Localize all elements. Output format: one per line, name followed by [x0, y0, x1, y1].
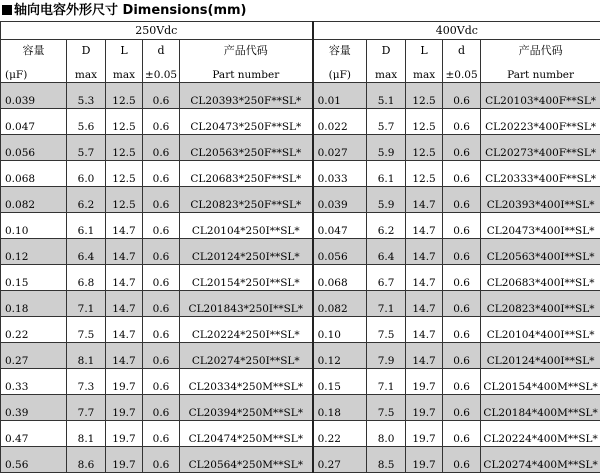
- unit-header-capacity: (μF): [1, 60, 67, 83]
- capacity-cell: 0.082: [313, 291, 367, 317]
- diameter-cell: 7.1: [367, 291, 406, 317]
- table-row: [1, 421, 600, 447]
- column-header-row: [1, 40, 600, 61]
- col-header-l: L: [406, 40, 443, 61]
- unit-header-lead-d: ±0.05: [143, 60, 180, 83]
- length-cell: 14.7: [406, 213, 443, 239]
- length-cell: 19.7: [406, 395, 443, 421]
- table-row: [1, 343, 600, 369]
- diameter-cell: 6.4: [367, 239, 406, 265]
- length-cell: 12.5: [106, 83, 143, 109]
- capacity-cell: 0.10: [1, 213, 67, 239]
- unit-header-d: max: [367, 60, 406, 83]
- diameter-cell: 5.6: [67, 109, 106, 135]
- table-row: [1, 395, 600, 421]
- capacity-cell: 0.047: [1, 109, 67, 135]
- length-cell: 12.5: [106, 187, 143, 213]
- diameter-cell: 5.9: [367, 187, 406, 213]
- length-cell: 14.7: [106, 213, 143, 239]
- diameter-cell: 5.7: [67, 135, 106, 161]
- lead-diameter-cell: 0.6: [143, 343, 180, 369]
- length-cell: 12.5: [106, 161, 143, 187]
- capacity-cell: 0.56: [1, 447, 67, 473]
- diameter-cell: 8.6: [67, 447, 106, 473]
- length-cell: 12.5: [406, 83, 443, 109]
- table-row: [1, 447, 600, 473]
- part-number-cell: CL20823*400I**SL*: [481, 291, 600, 317]
- part-number-cell: CL20474*250M**SL*: [180, 421, 313, 447]
- diameter-cell: 5.9: [367, 135, 406, 161]
- lead-diameter-cell: 0.6: [443, 447, 481, 473]
- part-number-cell: CL20393*250F**SL*: [180, 83, 313, 109]
- diameter-cell: 6.1: [367, 161, 406, 187]
- diameter-cell: 7.7: [67, 395, 106, 421]
- table-row: [1, 213, 600, 239]
- col-header-d: D: [367, 40, 406, 61]
- capacity-cell: 0.039: [313, 187, 367, 213]
- lead-diameter-cell: 0.6: [443, 161, 481, 187]
- part-number-cell: CL20563*250F**SL*: [180, 135, 313, 161]
- part-number-cell: CL20274*250I**SL*: [180, 343, 313, 369]
- capacity-cell: 0.18: [1, 291, 67, 317]
- col-header-product-code: 产品代码: [481, 40, 600, 61]
- capacity-cell: 0.056: [1, 135, 67, 161]
- part-number-cell: CL20683*250F**SL*: [180, 161, 313, 187]
- capacity-cell: 0.33: [1, 369, 67, 395]
- diameter-cell: 7.9: [367, 343, 406, 369]
- document-title: [2, 2, 246, 20]
- diameter-cell: 8.1: [67, 421, 106, 447]
- lead-diameter-cell: 0.6: [143, 265, 180, 291]
- part-number-cell: CL20124*250I**SL*: [180, 239, 313, 265]
- length-cell: 12.5: [406, 135, 443, 161]
- lead-diameter-cell: 0.6: [143, 369, 180, 395]
- lead-diameter-cell: 0.6: [143, 447, 180, 473]
- unit-header-capacity: (μF): [313, 60, 367, 83]
- lead-diameter-cell: 0.6: [443, 343, 481, 369]
- diameter-cell: 7.5: [367, 395, 406, 421]
- diameter-cell: 7.1: [367, 369, 406, 395]
- table-row: [1, 135, 600, 161]
- diameter-cell: 8.0: [367, 421, 406, 447]
- lead-diameter-cell: 0.6: [143, 161, 180, 187]
- unit-header-part-number: Part number: [481, 60, 600, 83]
- part-number-cell: CL20823*250F**SL*: [180, 187, 313, 213]
- table-row: [1, 239, 600, 265]
- col-header-lead-d: d: [143, 40, 180, 61]
- part-number-cell: CL20104*250I**SL*: [180, 213, 313, 239]
- lead-diameter-cell: 0.6: [143, 239, 180, 265]
- unit-header-l: max: [106, 60, 143, 83]
- diameter-cell: 6.8: [67, 265, 106, 291]
- capacity-cell: 0.39: [1, 395, 67, 421]
- part-number-cell: CL20154*250I**SL*: [180, 265, 313, 291]
- capacity-cell: 0.10: [313, 317, 367, 343]
- capacity-cell: 0.22: [1, 317, 67, 343]
- length-cell: 12.5: [106, 135, 143, 161]
- table-row: [1, 317, 600, 343]
- length-cell: 19.7: [106, 421, 143, 447]
- diameter-cell: 5.3: [67, 83, 106, 109]
- part-number-cell: CL20154*400M**SL*: [481, 369, 600, 395]
- part-number-cell: CL20104*400I**SL*: [481, 317, 600, 343]
- lead-diameter-cell: 0.6: [143, 83, 180, 109]
- capacity-cell: 0.27: [313, 447, 367, 473]
- diameter-cell: 7.5: [67, 317, 106, 343]
- capacity-cell: 0.15: [313, 369, 367, 395]
- part-number-cell: CL20394*250M**SL*: [180, 395, 313, 421]
- length-cell: 14.7: [106, 317, 143, 343]
- diameter-cell: 6.1: [67, 213, 106, 239]
- unit-header-l: max: [406, 60, 443, 83]
- part-number-cell: CL20103*400F**SL*: [481, 83, 600, 109]
- diameter-cell: 5.7: [367, 109, 406, 135]
- lead-diameter-cell: 0.6: [443, 317, 481, 343]
- voltage-header-row: [1, 22, 600, 40]
- length-cell: 14.7: [106, 265, 143, 291]
- col-header-capacity: 容量: [313, 40, 367, 61]
- diameter-cell: 8.1: [67, 343, 106, 369]
- lead-diameter-cell: 0.6: [443, 109, 481, 135]
- group-header-250: 250Vdc: [1, 22, 313, 40]
- capacity-cell: 0.022: [313, 109, 367, 135]
- capacity-cell: 0.056: [313, 239, 367, 265]
- length-cell: 14.7: [406, 187, 443, 213]
- part-number-cell: CL201843*250I**SL*: [180, 291, 313, 317]
- length-cell: 14.7: [406, 343, 443, 369]
- lead-diameter-cell: 0.6: [143, 317, 180, 343]
- length-cell: 19.7: [106, 447, 143, 473]
- lead-diameter-cell: 0.6: [443, 265, 481, 291]
- diameter-cell: 6.2: [367, 213, 406, 239]
- unit-header-lead-d: ±0.05: [443, 60, 481, 83]
- capacity-cell: 0.039: [1, 83, 67, 109]
- part-number-cell: CL20273*400F**SL*: [481, 135, 600, 161]
- table-row: [1, 109, 600, 135]
- col-header-product-code: 产品代码: [180, 40, 313, 61]
- diameter-cell: 6.0: [67, 161, 106, 187]
- black-square-icon: [2, 5, 12, 15]
- table-body: [1, 22, 600, 473]
- part-number-cell: CL20274*400M**SL*: [481, 447, 600, 473]
- capacity-cell: 0.12: [1, 239, 67, 265]
- part-number-cell: CL20333*400F**SL*: [481, 161, 600, 187]
- part-number-cell: CL20124*400I**SL*: [481, 343, 600, 369]
- part-number-cell: CL20224*250I**SL*: [180, 317, 313, 343]
- capacity-cell: 0.068: [1, 161, 67, 187]
- diameter-cell: 6.2: [67, 187, 106, 213]
- lead-diameter-cell: 0.6: [443, 187, 481, 213]
- diameter-cell: 7.1: [67, 291, 106, 317]
- capacity-cell: 0.068: [313, 265, 367, 291]
- length-cell: 12.5: [406, 109, 443, 135]
- part-number-cell: CL20334*250M**SL*: [180, 369, 313, 395]
- capacity-cell: 0.22: [313, 421, 367, 447]
- diameter-cell: 7.3: [67, 369, 106, 395]
- length-cell: 14.7: [406, 291, 443, 317]
- lead-diameter-cell: 0.6: [443, 421, 481, 447]
- lead-diameter-cell: 0.6: [143, 135, 180, 161]
- title-text: 轴向电容外形尺寸 Dimensions(mm): [14, 3, 246, 18]
- lead-diameter-cell: 0.6: [143, 421, 180, 447]
- lead-diameter-cell: 0.6: [443, 395, 481, 421]
- length-cell: 14.7: [106, 343, 143, 369]
- lead-diameter-cell: 0.6: [143, 291, 180, 317]
- diameter-cell: 7.5: [367, 317, 406, 343]
- group-header-400: 400Vdc: [313, 22, 600, 40]
- dimensions-table: [0, 21, 600, 473]
- capacity-cell: 0.027: [313, 135, 367, 161]
- length-cell: 14.7: [106, 291, 143, 317]
- unit-header-row: [1, 60, 600, 83]
- diameter-cell: 6.7: [367, 265, 406, 291]
- length-cell: 14.7: [106, 239, 143, 265]
- capacity-cell: 0.082: [1, 187, 67, 213]
- diameter-cell: 6.4: [67, 239, 106, 265]
- part-number-cell: CL20564*250M**SL*: [180, 447, 313, 473]
- part-number-cell: CL20184*400M**SL*: [481, 395, 600, 421]
- unit-header-d: max: [67, 60, 106, 83]
- lead-diameter-cell: 0.6: [443, 239, 481, 265]
- capacity-cell: 0.12: [313, 343, 367, 369]
- length-cell: 19.7: [406, 421, 443, 447]
- length-cell: 14.7: [406, 265, 443, 291]
- capacity-cell: 0.18: [313, 395, 367, 421]
- lead-diameter-cell: 0.6: [143, 187, 180, 213]
- lead-diameter-cell: 0.6: [443, 213, 481, 239]
- table-row: [1, 291, 600, 317]
- length-cell: 19.7: [406, 369, 443, 395]
- lead-diameter-cell: 0.6: [443, 83, 481, 109]
- length-cell: 19.7: [106, 395, 143, 421]
- table-row: [1, 187, 600, 213]
- lead-diameter-cell: 0.6: [143, 109, 180, 135]
- part-number-cell: CL20224*400M**SL*: [481, 421, 600, 447]
- capacity-cell: 0.033: [313, 161, 367, 187]
- unit-header-part-number: Part number: [180, 60, 313, 83]
- capacity-cell: 0.15: [1, 265, 67, 291]
- col-header-d: D: [67, 40, 106, 61]
- length-cell: 14.7: [406, 239, 443, 265]
- table-row: [1, 83, 600, 109]
- lead-diameter-cell: 0.6: [443, 369, 481, 395]
- part-number-cell: CL20683*400I**SL*: [481, 265, 600, 291]
- length-cell: 14.7: [406, 317, 443, 343]
- part-number-cell: CL20473*250F**SL*: [180, 109, 313, 135]
- col-header-lead-d: d: [443, 40, 481, 61]
- lead-diameter-cell: 0.6: [143, 395, 180, 421]
- part-number-cell: CL20393*400I**SL*: [481, 187, 600, 213]
- table-row: [1, 369, 600, 395]
- capacity-cell: 0.01: [313, 83, 367, 109]
- length-cell: 12.5: [106, 109, 143, 135]
- part-number-cell: CL20223*400F**SL*: [481, 109, 600, 135]
- capacity-cell: 0.47: [1, 421, 67, 447]
- col-header-capacity: 容量: [1, 40, 67, 61]
- diameter-cell: 8.5: [367, 447, 406, 473]
- lead-diameter-cell: 0.6: [443, 291, 481, 317]
- lead-diameter-cell: 0.6: [143, 213, 180, 239]
- table-row: [1, 265, 600, 291]
- capacity-cell: 0.047: [313, 213, 367, 239]
- part-number-cell: CL20563*400I**SL*: [481, 239, 600, 265]
- length-cell: 12.5: [406, 161, 443, 187]
- length-cell: 19.7: [106, 369, 143, 395]
- col-header-l: L: [106, 40, 143, 61]
- part-number-cell: CL20473*400I**SL*: [481, 213, 600, 239]
- lead-diameter-cell: 0.6: [443, 135, 481, 161]
- length-cell: 19.7: [406, 447, 443, 473]
- capacity-cell: 0.27: [1, 343, 67, 369]
- diameter-cell: 5.1: [367, 83, 406, 109]
- table-row: [1, 161, 600, 187]
